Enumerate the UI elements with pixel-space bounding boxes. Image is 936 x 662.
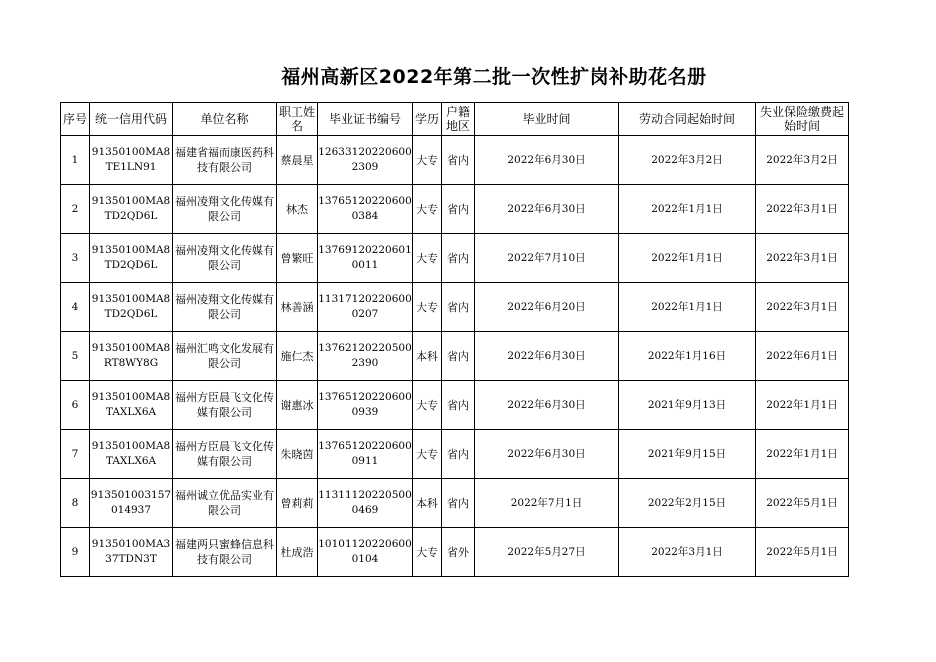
- table-row: [61, 136, 849, 185]
- cell-grad-date: 2022年7月10日: [475, 234, 619, 283]
- cell-insurance-start: 2022年3月1日: [756, 283, 849, 332]
- table-row: [61, 381, 849, 430]
- roster-table: [60, 102, 849, 577]
- cell-household: 省内: [442, 283, 475, 332]
- cell-household: 省内: [442, 136, 475, 185]
- table-row: [61, 479, 849, 528]
- cell-contract-start: 2022年2月15日: [619, 479, 756, 528]
- cell-contract-start: 2021年9月15日: [619, 430, 756, 479]
- header-contract-start: 劳动合同起始时间: [619, 103, 756, 136]
- cell-seq: 5: [61, 332, 90, 381]
- cell-insurance-start: 2022年3月1日: [756, 185, 849, 234]
- table-row: [61, 528, 849, 577]
- header-company: 单位名称: [173, 103, 277, 136]
- cell-education: 大专: [413, 430, 442, 479]
- cell-household: 省内: [442, 381, 475, 430]
- cell-education: 本科: [413, 479, 442, 528]
- cell-cert-no: 113111202205000469: [318, 479, 413, 528]
- header-insurance-start: 失业保险缴费起始时间: [756, 103, 849, 136]
- cell-contract-start: 2022年1月1日: [619, 283, 756, 332]
- cell-company: 福州凌翔文化传媒有限公司: [173, 185, 277, 234]
- cell-contract-start: 2022年1月16日: [619, 332, 756, 381]
- cell-insurance-start: 2022年1月1日: [756, 430, 849, 479]
- cell-cert-no: 126331202206002309: [318, 136, 413, 185]
- cell-education: 大专: [413, 283, 442, 332]
- cell-company: 福州汇鸣文化发展有限公司: [173, 332, 277, 381]
- cell-contract-start: 2022年1月1日: [619, 234, 756, 283]
- cell-contract-start: 2022年1月1日: [619, 185, 756, 234]
- cell-name: 谢惠冰: [277, 381, 318, 430]
- cell-grad-date: 2022年6月30日: [475, 332, 619, 381]
- header-household: 户籍地区: [442, 103, 475, 136]
- cell-seq: 2: [61, 185, 90, 234]
- cell-credit-code: 91350100MA8TD2QD6L: [90, 234, 173, 283]
- cell-company: 福建省福而康医药科技有限公司: [173, 136, 277, 185]
- page-title: 福州高新区2022年第二批一次性扩岗补助花名册: [281, 66, 707, 88]
- table-row: [61, 234, 849, 283]
- cell-education: 大专: [413, 381, 442, 430]
- cell-cert-no: 137651202206000939: [318, 381, 413, 430]
- header-education: 学历: [413, 103, 442, 136]
- table-row: [61, 185, 849, 234]
- cell-name: 杜成浩: [277, 528, 318, 577]
- cell-insurance-start: 2022年5月1日: [756, 528, 849, 577]
- cell-household: 省内: [442, 479, 475, 528]
- cell-grad-date: 2022年6月30日: [475, 381, 619, 430]
- cell-company: 福州方臣晨飞文化传媒有限公司: [173, 430, 277, 479]
- cell-education: 本科: [413, 332, 442, 381]
- cell-grad-date: 2022年6月30日: [475, 185, 619, 234]
- cell-credit-code: 91350100MA8TD2QD6L: [90, 185, 173, 234]
- cell-education: 大专: [413, 136, 442, 185]
- cell-household: 省内: [442, 430, 475, 479]
- cell-insurance-start: 2022年5月1日: [756, 479, 849, 528]
- header-credit-code: 统一信用代码: [90, 103, 173, 136]
- header-grad-date: 毕业时间: [475, 103, 619, 136]
- cell-household: 省内: [442, 332, 475, 381]
- header-name: 职工姓名: [277, 103, 318, 136]
- cell-name: 朱晓茵: [277, 430, 318, 479]
- cell-grad-date: 2022年6月30日: [475, 430, 619, 479]
- cell-seq: 9: [61, 528, 90, 577]
- cell-name: 林杰: [277, 185, 318, 234]
- cell-name: 林善涵: [277, 283, 318, 332]
- cell-seq: 4: [61, 283, 90, 332]
- cell-household: 省外: [442, 528, 475, 577]
- cell-cert-no: 137621202205002390: [318, 332, 413, 381]
- cell-contract-start: 2022年3月2日: [619, 136, 756, 185]
- cell-name: 曾莉莉: [277, 479, 318, 528]
- cell-household: 省内: [442, 185, 475, 234]
- cell-cert-no: 137651202206000911: [318, 430, 413, 479]
- cell-name: 曾繁旺: [277, 234, 318, 283]
- cell-grad-date: 2022年7月1日: [475, 479, 619, 528]
- cell-credit-code: 91350100MA8RT8WY8G: [90, 332, 173, 381]
- cell-seq: 6: [61, 381, 90, 430]
- cell-contract-start: 2022年3月1日: [619, 528, 756, 577]
- cell-credit-code: 91350100MA8TAXLX6A: [90, 430, 173, 479]
- cell-credit-code: 913501003157014937: [90, 479, 173, 528]
- cell-cert-no: 137691202206010011: [318, 234, 413, 283]
- cell-insurance-start: 2022年6月1日: [756, 332, 849, 381]
- header-row: [61, 103, 849, 136]
- cell-name: 施仁杰: [277, 332, 318, 381]
- cell-grad-date: 2022年6月20日: [475, 283, 619, 332]
- cell-education: 大专: [413, 528, 442, 577]
- table-row: [61, 332, 849, 381]
- cell-insurance-start: 2022年1月1日: [756, 381, 849, 430]
- cell-education: 大专: [413, 234, 442, 283]
- cell-seq: 1: [61, 136, 90, 185]
- cell-insurance-start: 2022年3月1日: [756, 234, 849, 283]
- cell-contract-start: 2021年9月13日: [619, 381, 756, 430]
- cell-grad-date: 2022年5月27日: [475, 528, 619, 577]
- cell-credit-code: 91350100MA8TE1LN91: [90, 136, 173, 185]
- cell-seq: 7: [61, 430, 90, 479]
- cell-company: 福州方臣晨飞文化传媒有限公司: [173, 381, 277, 430]
- header-seq: 序号: [61, 103, 90, 136]
- cell-company: 福州凌翔文化传媒有限公司: [173, 283, 277, 332]
- cell-credit-code: 91350100MA337TDN3T: [90, 528, 173, 577]
- cell-cert-no: 113171202206000207: [318, 283, 413, 332]
- cell-company: 福建两只蜜蜂信息科技有限公司: [173, 528, 277, 577]
- header-cert-no: 毕业证书编号: [318, 103, 413, 136]
- cell-company: 福州凌翔文化传媒有限公司: [173, 234, 277, 283]
- cell-cert-no: 101011202206000104: [318, 528, 413, 577]
- table-row: [61, 430, 849, 479]
- cell-credit-code: 91350100MA8TAXLX6A: [90, 381, 173, 430]
- table-row: [61, 283, 849, 332]
- cell-insurance-start: 2022年3月2日: [756, 136, 849, 185]
- cell-household: 省内: [442, 234, 475, 283]
- cell-seq: 3: [61, 234, 90, 283]
- cell-name: 蔡晨星: [277, 136, 318, 185]
- cell-company: 福州诚立优品实业有限公司: [173, 479, 277, 528]
- cell-grad-date: 2022年6月30日: [475, 136, 619, 185]
- cell-cert-no: 137651202206000384: [318, 185, 413, 234]
- cell-seq: 8: [61, 479, 90, 528]
- cell-education: 大专: [413, 185, 442, 234]
- cell-credit-code: 91350100MA8TD2QD6L: [90, 283, 173, 332]
